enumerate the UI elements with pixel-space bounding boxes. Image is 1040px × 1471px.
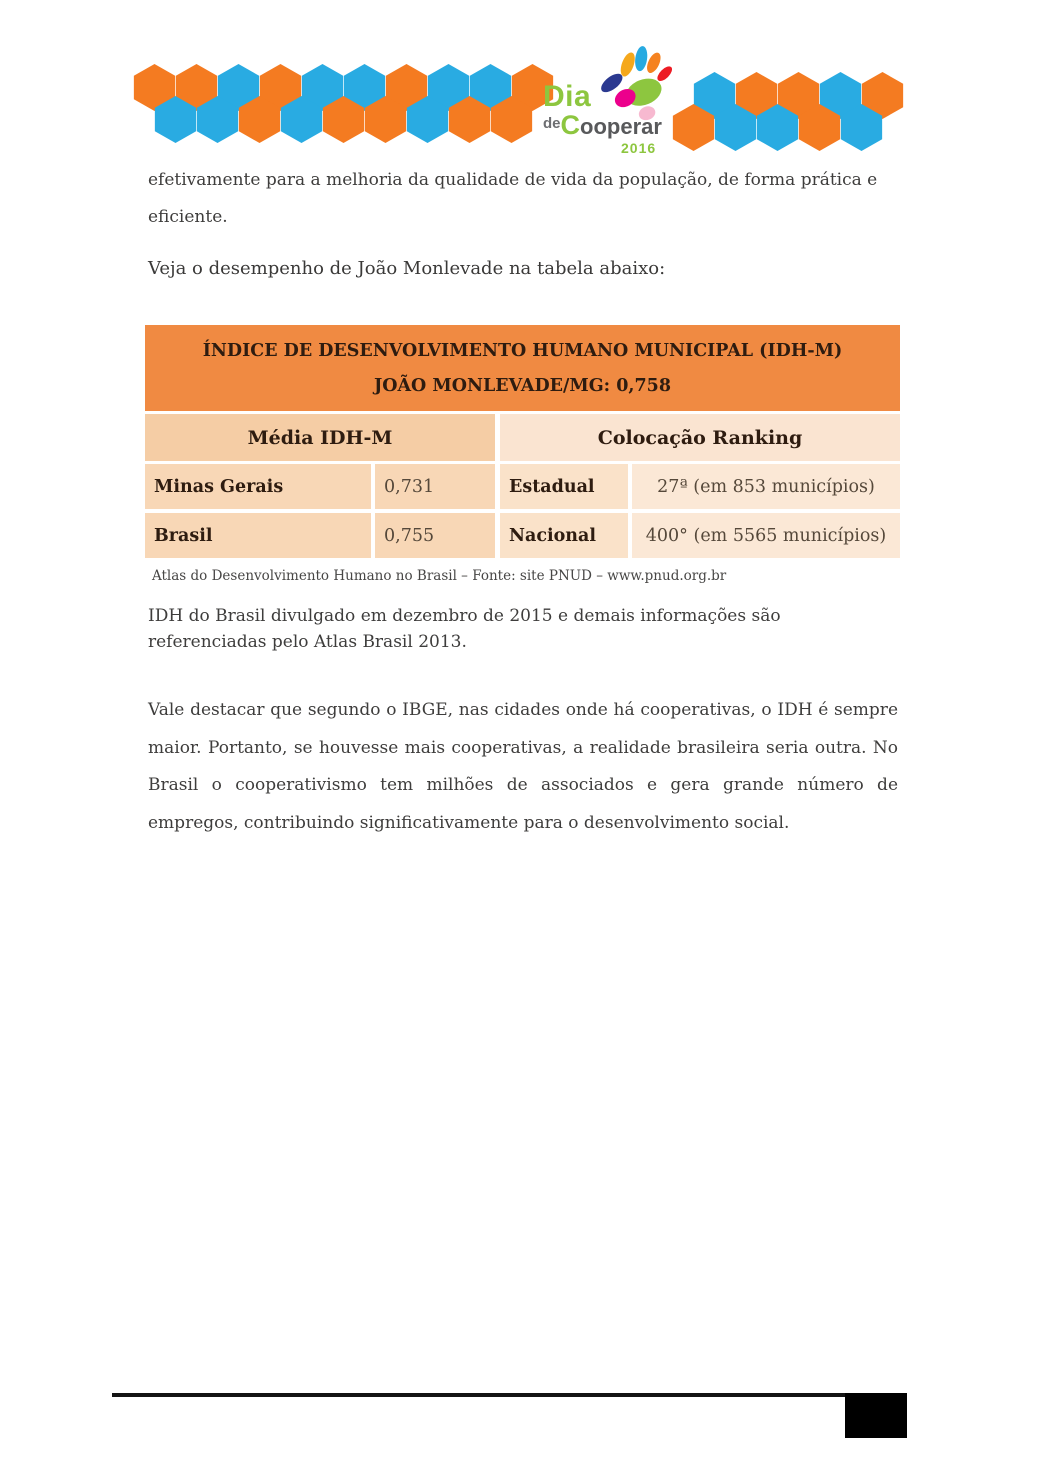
paragraph-cooperativism: Vale destacar que segundo o IBGE, nas cidades onde há cooperativas, o IDH é sempre maior. Portanto, se houvesse mais cooperativas, a realidade brasileira seria outra. No Brasil o cooperativismo tem milhões de associados e gera grande número de empregos, contribuindo significativamente para o desenvolvimento social. xyxy=(148,700,898,833)
table-source-caption: Atlas do Desenvolvimento Humano no Brasil – Fonte: site PNUD – www.pnud.org.br xyxy=(152,568,727,584)
idhm-table-title-line1: ÍNDICE DE DESENVOLVIMENTO HUMANO MUNICIPAL (IDH-M) xyxy=(202,340,843,361)
paragraph-idh-note: IDH do Brasil divulgado em dezembro de 2015 e demais informações são referenciadas pelo Atlas Brasil 2013. xyxy=(148,606,781,652)
idhm-table-title xyxy=(145,325,900,411)
logo-text-cooperar: deCooperar xyxy=(543,110,662,140)
footer-rule xyxy=(112,1393,845,1397)
row-rank-position: 400° (em 5565 municípios) xyxy=(632,513,900,558)
logo-year: 2016 xyxy=(621,140,657,156)
idhm-table xyxy=(145,325,900,558)
row-region-label: Brasil xyxy=(145,513,371,558)
row-rank-position: 27ª (em 853 municípios) xyxy=(632,464,900,509)
column-header-media-idhm: Média IDH-M xyxy=(145,414,495,461)
column-header-colocacao-ranking: Colocação Ranking xyxy=(500,414,900,461)
paragraph-intro: efetivamente para a melhoria da qualidade de vida da população, de forma prática e eficiente. xyxy=(148,170,878,227)
idhm-table-title-line2: JOÃO MONLEVADE/MG: 0,758 xyxy=(373,375,672,396)
paragraph-lead-in: Veja o desempenho de João Monlevade na tabela abaixo: xyxy=(148,258,666,279)
row-rank-scope: Estadual xyxy=(500,464,628,509)
dia-de-cooperar-logo xyxy=(543,48,683,160)
logo-text-dia: Dia xyxy=(543,80,592,113)
row-region-label: Minas Gerais xyxy=(145,464,371,509)
row-idhm-value: 0,731 xyxy=(375,464,495,509)
footer-page-number-box xyxy=(845,1393,907,1438)
row-idhm-value: 0,755 xyxy=(375,513,495,558)
row-rank-scope: Nacional xyxy=(500,513,628,558)
